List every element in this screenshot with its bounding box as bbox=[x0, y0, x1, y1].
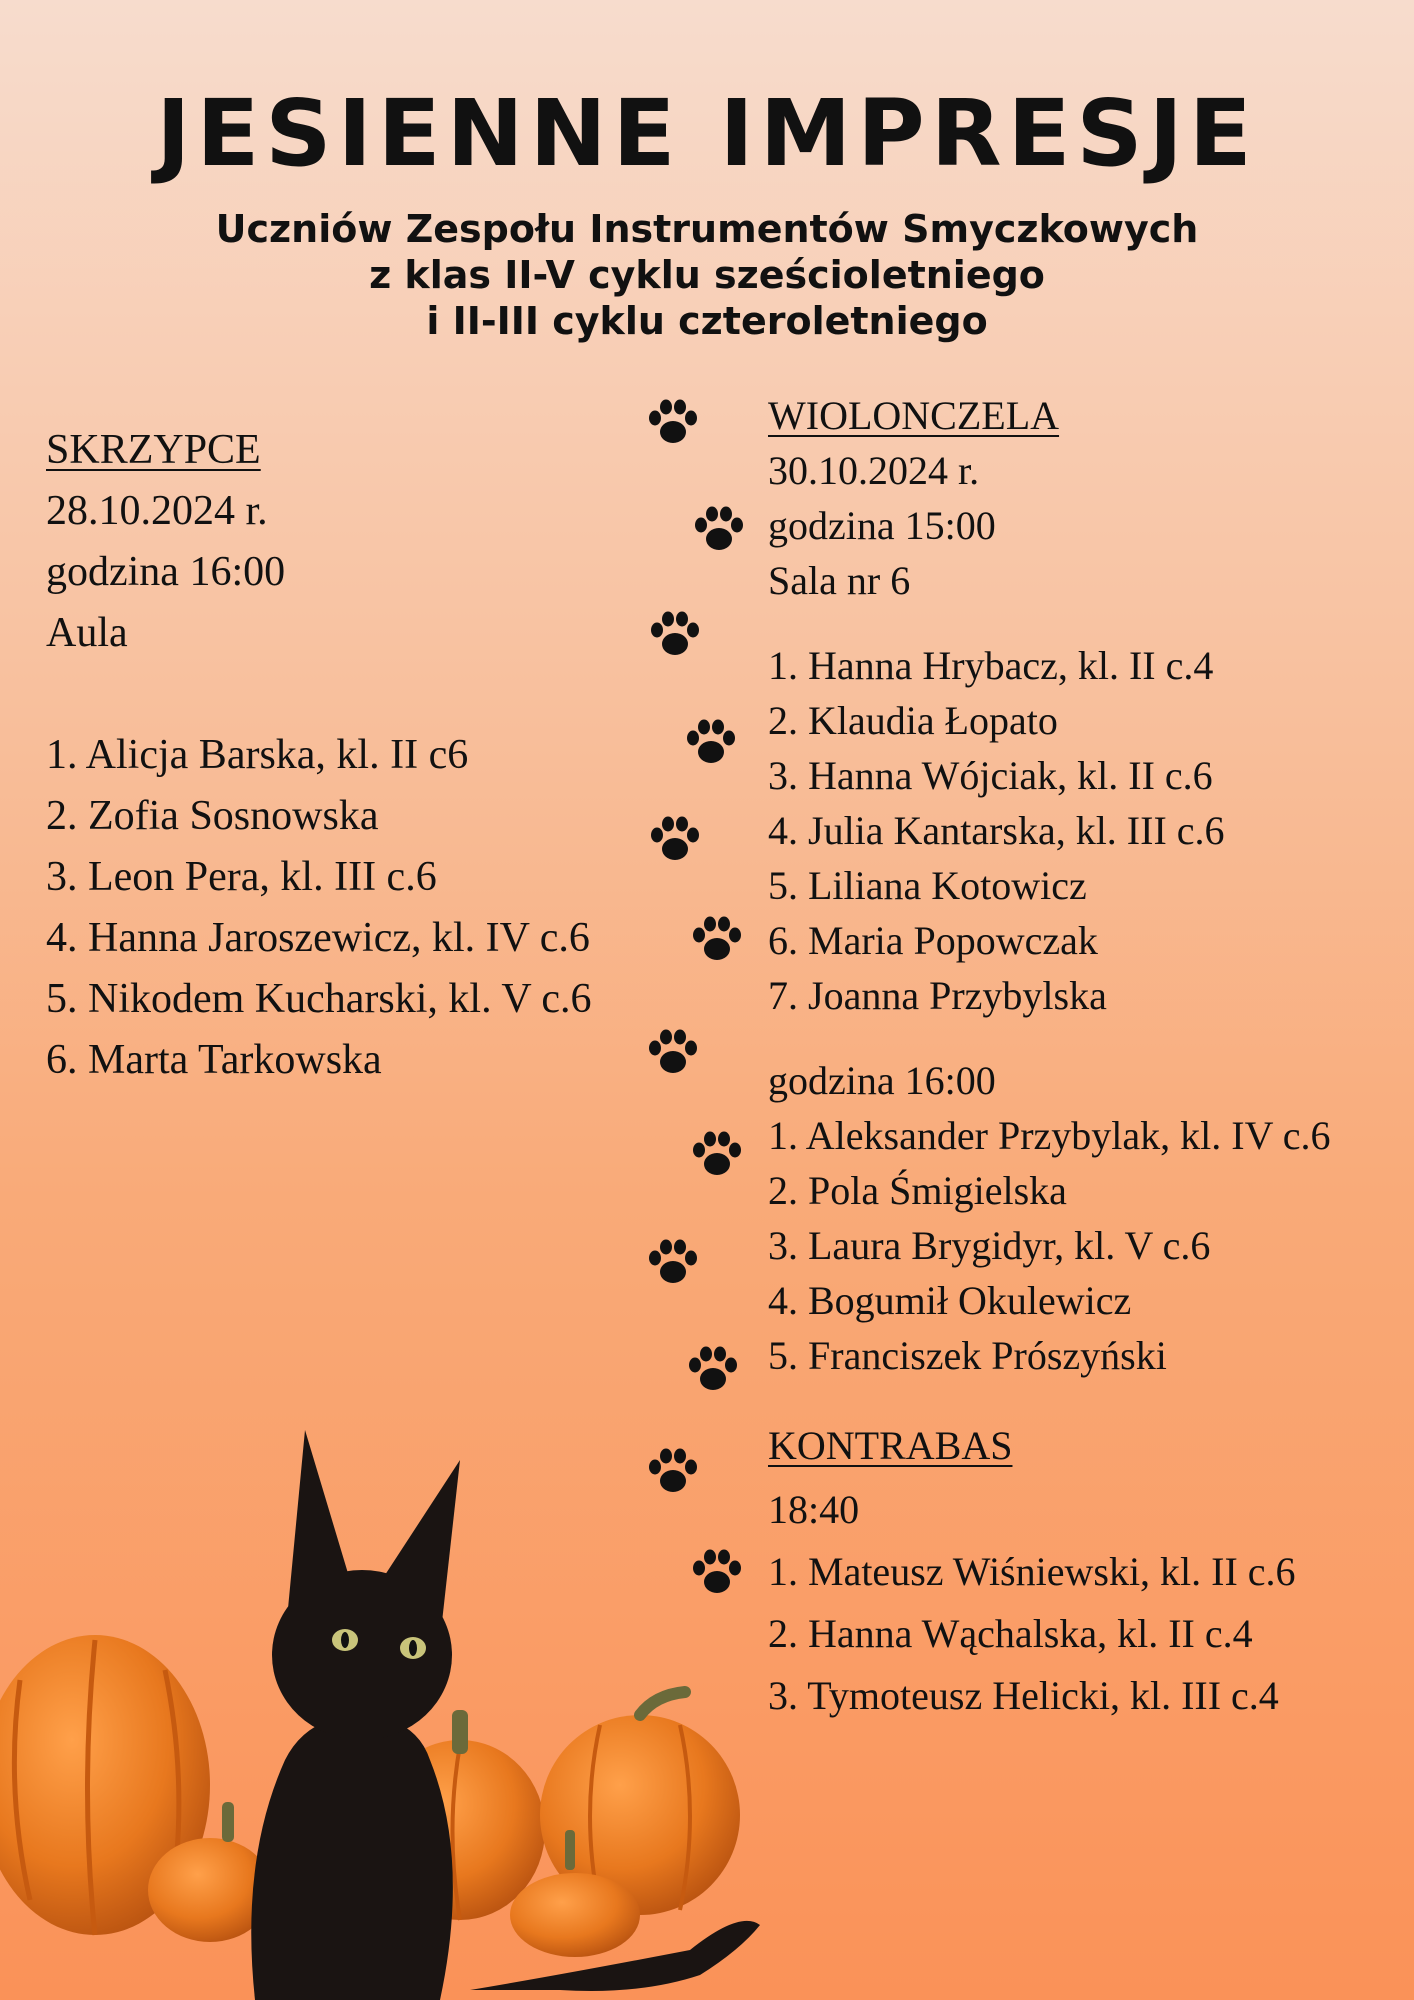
concert-place: Sala nr 6 bbox=[768, 558, 911, 603]
cat-with-pumpkins-illustration bbox=[0, 1430, 780, 2000]
performer: 5. Nikodem Kucharski, kl. V c.6 bbox=[46, 976, 592, 1022]
concert-time: godzina 15:00 bbox=[768, 503, 996, 548]
concert-time: 18:40 bbox=[768, 1487, 860, 1532]
spacer bbox=[768, 608, 1330, 638]
paw-print-icon bbox=[690, 915, 744, 965]
paw-print-icon bbox=[648, 815, 702, 865]
poster-title: JESIENNE IMPRESJE bbox=[156, 80, 1258, 187]
performer: 4. Hanna Jaroszewicz, kl. IV c.6 bbox=[46, 915, 590, 961]
performer: 1. Aleksander Przybylak, kl. IV c.6 bbox=[768, 1113, 1331, 1158]
wiolonczela-section bbox=[768, 388, 1330, 1727]
subtitle-line: i II-III cyklu czteroletniego bbox=[426, 299, 988, 343]
performer: 6. Maria Popowczak bbox=[768, 918, 1098, 963]
performer: 2. Zofia Sosnowska bbox=[46, 793, 379, 839]
concert-place: Aula bbox=[46, 610, 128, 656]
paw-print-icon bbox=[646, 398, 700, 448]
concert-time: godzina 16:00 bbox=[768, 1058, 996, 1103]
spacer bbox=[46, 664, 592, 725]
performer: 4. Bogumił Okulewicz bbox=[768, 1278, 1132, 1323]
performer: 2. Hanna Wąchalska, kl. II c.4 bbox=[768, 1611, 1253, 1656]
performer: 5. Franciszek Prószyński bbox=[768, 1333, 1167, 1378]
concert-date: 30.10.2024 r. bbox=[768, 448, 980, 493]
section-heading: WIOLONCZELA bbox=[768, 393, 1060, 438]
performer: 1. Alicja Barska, kl. II c6 bbox=[46, 732, 469, 778]
performer: 1. Hanna Hrybacz, kl. II c.4 bbox=[768, 643, 1214, 688]
performer: 3. Hanna Wójciak, kl. II c.6 bbox=[768, 753, 1213, 798]
performer: 2. Pola Śmigielska bbox=[768, 1168, 1067, 1213]
performer: 7. Joanna Przybylska bbox=[768, 973, 1107, 1018]
performer: 2. Klaudia Łopato bbox=[768, 698, 1058, 743]
subtitle-line: Uczniów Zespołu Instrumentów Smyczkowych bbox=[215, 207, 1199, 251]
skrzypce-section bbox=[46, 420, 592, 1091]
spacer bbox=[768, 1383, 1330, 1413]
spacer bbox=[768, 1023, 1330, 1053]
concert-time: godzina 16:00 bbox=[46, 549, 286, 595]
paw-print-icon bbox=[646, 1238, 700, 1288]
subtitle-line: z klas II-V cyklu sześcioletniego bbox=[369, 253, 1045, 297]
performer: 3. Tymoteusz Helicki, kl. III c.4 bbox=[768, 1673, 1279, 1718]
section-heading: SKRZYPCE bbox=[46, 427, 261, 473]
paw-print-icon bbox=[646, 1028, 700, 1078]
paw-print-icon bbox=[692, 505, 746, 555]
performer: 4. Julia Kantarska, kl. III c.6 bbox=[768, 808, 1225, 853]
black-cat-illustration bbox=[251, 1430, 760, 2000]
paw-print-icon bbox=[648, 610, 702, 660]
performer: 3. Laura Brygidyr, kl. V c.6 bbox=[768, 1223, 1211, 1268]
performer: 6. Marta Tarkowska bbox=[46, 1037, 382, 1083]
paw-print-icon bbox=[686, 1345, 740, 1395]
performer: 5. Liliana Kotowicz bbox=[768, 863, 1087, 908]
paw-print-icon bbox=[684, 718, 738, 768]
section-heading: KONTRABAS bbox=[768, 1423, 1013, 1468]
performer: 1. Mateusz Wiśniewski, kl. II c.6 bbox=[768, 1549, 1296, 1594]
concert-date: 28.10.2024 r. bbox=[46, 488, 268, 534]
poster-subtitle bbox=[0, 206, 1414, 344]
performer: 3. Leon Pera, kl. III c.6 bbox=[46, 854, 437, 900]
paw-print-icon bbox=[690, 1130, 744, 1180]
